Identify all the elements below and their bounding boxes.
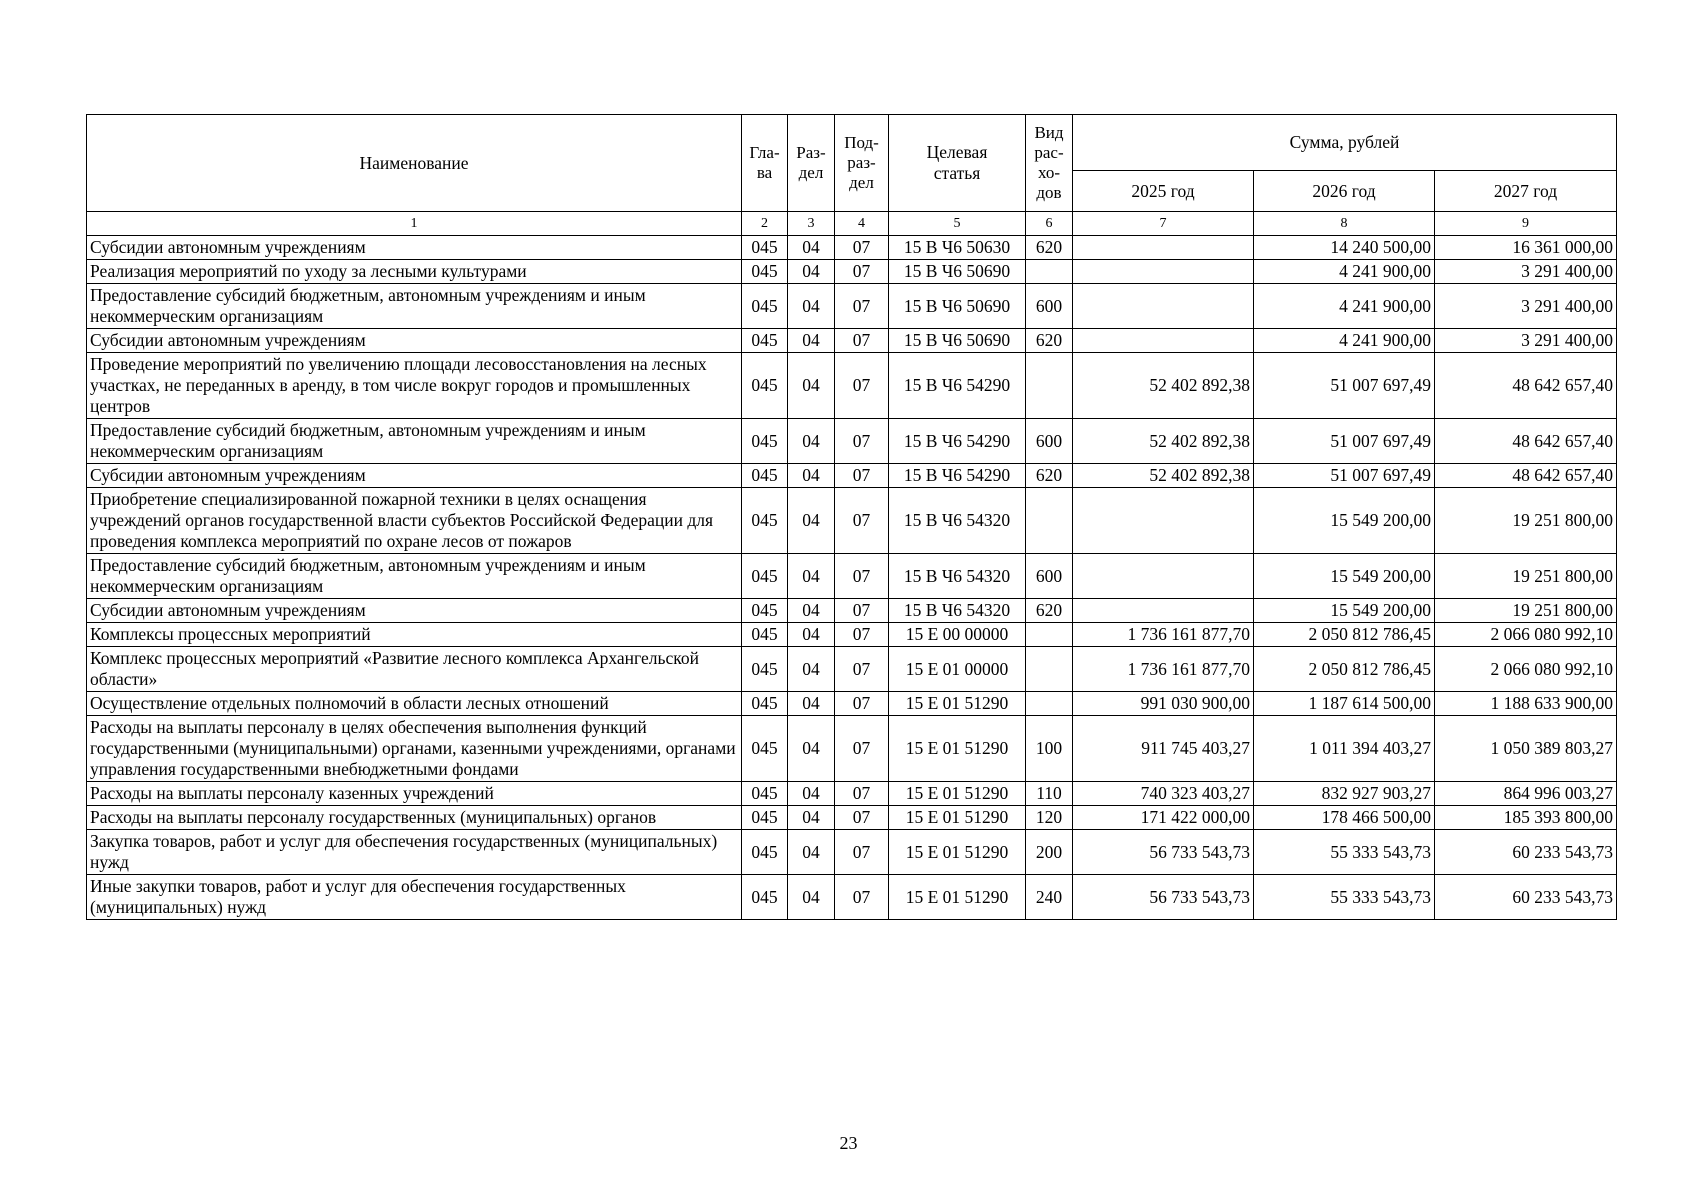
table-row bbox=[87, 464, 1617, 488]
row-sum-2027: 48 642 657,40 bbox=[1435, 419, 1617, 464]
row-podrazdel: 07 bbox=[835, 623, 889, 647]
row-glava: 045 bbox=[742, 284, 788, 329]
row-razdel: 04 bbox=[788, 419, 835, 464]
row-target: 15 В Ч6 50690 bbox=[889, 284, 1026, 329]
row-sum-2027: 3 291 400,00 bbox=[1435, 260, 1617, 284]
header-2025: 2025 год bbox=[1073, 171, 1254, 212]
table-body bbox=[87, 236, 1617, 920]
row-vid bbox=[1026, 488, 1073, 554]
row-target: 15 Е 00 00000 bbox=[889, 623, 1026, 647]
row-razdel: 04 bbox=[788, 488, 835, 554]
row-vid: 100 bbox=[1026, 716, 1073, 782]
row-sum-2027: 48 642 657,40 bbox=[1435, 353, 1617, 419]
table-row bbox=[87, 782, 1617, 806]
row-target: 15 В Ч6 54320 bbox=[889, 488, 1026, 554]
row-sum-2027: 19 251 800,00 bbox=[1435, 599, 1617, 623]
row-podrazdel: 07 bbox=[835, 284, 889, 329]
row-razdel: 04 bbox=[788, 692, 835, 716]
row-razdel: 04 bbox=[788, 623, 835, 647]
row-sum-2025: 52 402 892,38 bbox=[1073, 419, 1254, 464]
table-row bbox=[87, 488, 1617, 554]
row-sum-2027: 185 393 800,00 bbox=[1435, 806, 1617, 830]
header-glava: Гла- ва bbox=[742, 115, 788, 212]
row-vid bbox=[1026, 647, 1073, 692]
row-podrazdel: 07 bbox=[835, 830, 889, 875]
row-sum-2026: 4 241 900,00 bbox=[1254, 329, 1435, 353]
row-sum-2027: 1 050 389 803,27 bbox=[1435, 716, 1617, 782]
row-podrazdel: 07 bbox=[835, 329, 889, 353]
row-vid: 240 bbox=[1026, 875, 1073, 920]
row-name: Предоставление субсидий бюджетным, автономным учреждениям и иным некоммерческим организациям bbox=[87, 284, 742, 329]
row-vid: 620 bbox=[1026, 464, 1073, 488]
row-name: Закупка товаров, работ и услуг для обеспечения государственных (муниципальных) нужд bbox=[87, 830, 742, 875]
row-sum-2026: 832 927 903,27 bbox=[1254, 782, 1435, 806]
row-sum-2027: 1 188 633 900,00 bbox=[1435, 692, 1617, 716]
row-vid bbox=[1026, 623, 1073, 647]
row-sum-2026: 15 549 200,00 bbox=[1254, 554, 1435, 599]
row-sum-2025 bbox=[1073, 284, 1254, 329]
row-glava: 045 bbox=[742, 875, 788, 920]
row-sum-2027: 3 291 400,00 bbox=[1435, 284, 1617, 329]
row-podrazdel: 07 bbox=[835, 716, 889, 782]
row-podrazdel: 07 bbox=[835, 806, 889, 830]
row-sum-2026: 55 333 543,73 bbox=[1254, 830, 1435, 875]
table-row bbox=[87, 260, 1617, 284]
row-razdel: 04 bbox=[788, 554, 835, 599]
row-sum-2026: 2 050 812 786,45 bbox=[1254, 623, 1435, 647]
row-target: 15 В Ч6 50690 bbox=[889, 329, 1026, 353]
row-sum-2027: 864 996 003,27 bbox=[1435, 782, 1617, 806]
row-sum-2025 bbox=[1073, 236, 1254, 260]
row-sum-2026: 51 007 697,49 bbox=[1254, 464, 1435, 488]
budget-table bbox=[86, 114, 1617, 920]
table-row bbox=[87, 692, 1617, 716]
row-sum-2025 bbox=[1073, 599, 1254, 623]
row-sum-2026: 1 011 394 403,27 bbox=[1254, 716, 1435, 782]
row-name: Субсидии автономным учреждениям bbox=[87, 599, 742, 623]
row-glava: 045 bbox=[742, 329, 788, 353]
row-target: 15 Е 01 51290 bbox=[889, 692, 1026, 716]
table-row bbox=[87, 875, 1617, 920]
row-sum-2027: 3 291 400,00 bbox=[1435, 329, 1617, 353]
row-name: Реализация мероприятий по уходу за лесными культурами bbox=[87, 260, 742, 284]
row-sum-2025 bbox=[1073, 329, 1254, 353]
row-vid: 600 bbox=[1026, 419, 1073, 464]
row-sum-2025: 1 736 161 877,70 bbox=[1073, 647, 1254, 692]
row-vid: 620 bbox=[1026, 599, 1073, 623]
row-glava: 045 bbox=[742, 464, 788, 488]
row-vid: 600 bbox=[1026, 284, 1073, 329]
row-name: Осуществление отдельных полномочий в области лесных отношений bbox=[87, 692, 742, 716]
row-sum-2025: 52 402 892,38 bbox=[1073, 353, 1254, 419]
row-podrazdel: 07 bbox=[835, 488, 889, 554]
header-podrazdel: Под- раз- дел bbox=[835, 115, 889, 212]
row-name: Проведение мероприятий по увеличению площади лесовосстановления на лесных участках, не переданных в аренду, в том числе вокруг городов и промышленных центров bbox=[87, 353, 742, 419]
column-number: 3 bbox=[788, 212, 835, 236]
row-podrazdel: 07 bbox=[835, 236, 889, 260]
row-sum-2026: 4 241 900,00 bbox=[1254, 284, 1435, 329]
column-number: 8 bbox=[1254, 212, 1435, 236]
row-vid: 600 bbox=[1026, 554, 1073, 599]
row-podrazdel: 07 bbox=[835, 353, 889, 419]
row-sum-2026: 178 466 500,00 bbox=[1254, 806, 1435, 830]
row-sum-2026: 15 549 200,00 bbox=[1254, 599, 1435, 623]
row-podrazdel: 07 bbox=[835, 599, 889, 623]
row-target: 15 В Ч6 54290 bbox=[889, 353, 1026, 419]
row-name: Иные закупки товаров, работ и услуг для обеспечения государственных (муниципальных) нужд bbox=[87, 875, 742, 920]
row-name: Расходы на выплаты персоналу в целях обеспечения выполнения функций государственными (муниципальными) органами, казенными учреждениями, органами управления государственными внебюджетными фондами bbox=[87, 716, 742, 782]
row-podrazdel: 07 bbox=[835, 419, 889, 464]
row-name: Субсидии автономным учреждениям bbox=[87, 236, 742, 260]
row-podrazdel: 07 bbox=[835, 464, 889, 488]
row-sum-2026: 55 333 543,73 bbox=[1254, 875, 1435, 920]
row-sum-2025: 171 422 000,00 bbox=[1073, 806, 1254, 830]
header-vid: Вид рас- хо- дов bbox=[1026, 115, 1073, 212]
table-row bbox=[87, 554, 1617, 599]
row-target: 15 Е 01 51290 bbox=[889, 830, 1026, 875]
row-sum-2025 bbox=[1073, 554, 1254, 599]
row-sum-2027: 60 233 543,73 bbox=[1435, 830, 1617, 875]
row-vid: 620 bbox=[1026, 329, 1073, 353]
row-glava: 045 bbox=[742, 692, 788, 716]
row-target: 15 Е 01 51290 bbox=[889, 716, 1026, 782]
row-sum-2026: 2 050 812 786,45 bbox=[1254, 647, 1435, 692]
row-name: Расходы на выплаты персоналу казенных учреждений bbox=[87, 782, 742, 806]
row-glava: 045 bbox=[742, 782, 788, 806]
row-target: 15 Е 01 00000 bbox=[889, 647, 1026, 692]
row-glava: 045 bbox=[742, 647, 788, 692]
row-podrazdel: 07 bbox=[835, 875, 889, 920]
row-name: Комплекс процессных мероприятий «Развитие лесного комплекса Архангельской области» bbox=[87, 647, 742, 692]
row-glava: 045 bbox=[742, 353, 788, 419]
row-sum-2027: 2 066 080 992,10 bbox=[1435, 647, 1617, 692]
row-sum-2026: 4 241 900,00 bbox=[1254, 260, 1435, 284]
header-name: Наименование bbox=[87, 115, 742, 212]
row-glava: 045 bbox=[742, 488, 788, 554]
row-sum-2025 bbox=[1073, 488, 1254, 554]
row-razdel: 04 bbox=[788, 353, 835, 419]
column-number: 7 bbox=[1073, 212, 1254, 236]
row-glava: 045 bbox=[742, 716, 788, 782]
row-name: Приобретение специализированной пожарной техники в целях оснащения учреждений органов государственной власти субъектов Российской Федерации для проведения комплекса мероприятий по охране лесов от пожаров bbox=[87, 488, 742, 554]
row-razdel: 04 bbox=[788, 329, 835, 353]
table-row bbox=[87, 806, 1617, 830]
row-sum-2026: 14 240 500,00 bbox=[1254, 236, 1435, 260]
row-sum-2026: 1 187 614 500,00 bbox=[1254, 692, 1435, 716]
row-razdel: 04 bbox=[788, 284, 835, 329]
row-sum-2025: 911 745 403,27 bbox=[1073, 716, 1254, 782]
row-sum-2027: 2 066 080 992,10 bbox=[1435, 623, 1617, 647]
row-glava: 045 bbox=[742, 806, 788, 830]
table-row bbox=[87, 599, 1617, 623]
row-vid bbox=[1026, 353, 1073, 419]
table-row bbox=[87, 284, 1617, 329]
table-row bbox=[87, 236, 1617, 260]
row-sum-2025: 740 323 403,27 bbox=[1073, 782, 1254, 806]
row-razdel: 04 bbox=[788, 260, 835, 284]
row-sum-2027: 16 361 000,00 bbox=[1435, 236, 1617, 260]
row-target: 15 В Ч6 50690 bbox=[889, 260, 1026, 284]
table-row bbox=[87, 716, 1617, 782]
header-2026: 2026 год bbox=[1254, 171, 1435, 212]
row-podrazdel: 07 bbox=[835, 692, 889, 716]
row-razdel: 04 bbox=[788, 716, 835, 782]
row-podrazdel: 07 bbox=[835, 782, 889, 806]
row-sum-2026: 15 549 200,00 bbox=[1254, 488, 1435, 554]
row-name: Предоставление субсидий бюджетным, автономным учреждениям и иным некоммерческим организациям bbox=[87, 554, 742, 599]
column-number: 4 bbox=[835, 212, 889, 236]
row-razdel: 04 bbox=[788, 806, 835, 830]
row-glava: 045 bbox=[742, 830, 788, 875]
row-target: 15 В Ч6 50630 bbox=[889, 236, 1026, 260]
row-sum-2025: 991 030 900,00 bbox=[1073, 692, 1254, 716]
row-glava: 045 bbox=[742, 599, 788, 623]
header-target: Целевая статья bbox=[889, 115, 1026, 212]
row-glava: 045 bbox=[742, 623, 788, 647]
table-row bbox=[87, 329, 1617, 353]
row-sum-2025: 56 733 543,73 bbox=[1073, 875, 1254, 920]
row-podrazdel: 07 bbox=[835, 554, 889, 599]
column-number: 2 bbox=[742, 212, 788, 236]
row-target: 15 В Ч6 54320 bbox=[889, 554, 1026, 599]
row-razdel: 04 bbox=[788, 830, 835, 875]
row-name: Субсидии автономным учреждениям bbox=[87, 329, 742, 353]
header-sum: Сумма, рублей bbox=[1073, 115, 1617, 171]
column-number: 1 bbox=[87, 212, 742, 236]
row-sum-2025 bbox=[1073, 260, 1254, 284]
row-vid bbox=[1026, 692, 1073, 716]
row-glava: 045 bbox=[742, 260, 788, 284]
row-sum-2027: 48 642 657,40 bbox=[1435, 464, 1617, 488]
row-razdel: 04 bbox=[788, 782, 835, 806]
table-row bbox=[87, 830, 1617, 875]
table-row bbox=[87, 647, 1617, 692]
column-number: 5 bbox=[889, 212, 1026, 236]
row-sum-2025: 56 733 543,73 bbox=[1073, 830, 1254, 875]
row-target: 15 В Ч6 54320 bbox=[889, 599, 1026, 623]
row-sum-2025: 52 402 892,38 bbox=[1073, 464, 1254, 488]
header-razdel: Раз- дел bbox=[788, 115, 835, 212]
row-vid: 620 bbox=[1026, 236, 1073, 260]
row-name: Предоставление субсидий бюджетным, автономным учреждениям и иным некоммерческим организациям bbox=[87, 419, 742, 464]
row-vid: 110 bbox=[1026, 782, 1073, 806]
row-vid: 120 bbox=[1026, 806, 1073, 830]
row-name: Комплексы процессных мероприятий bbox=[87, 623, 742, 647]
row-sum-2027: 19 251 800,00 bbox=[1435, 554, 1617, 599]
page-number: 23 bbox=[839, 1133, 858, 1153]
row-glava: 045 bbox=[742, 554, 788, 599]
row-name: Расходы на выплаты персоналу государственных (муниципальных) органов bbox=[87, 806, 742, 830]
column-number: 6 bbox=[1026, 212, 1073, 236]
row-target: 15 В Ч6 54290 bbox=[889, 419, 1026, 464]
column-numbers-row bbox=[87, 212, 1617, 236]
row-glava: 045 bbox=[742, 419, 788, 464]
row-target: 15 В Ч6 54290 bbox=[889, 464, 1026, 488]
row-razdel: 04 bbox=[788, 599, 835, 623]
row-sum-2025: 1 736 161 877,70 bbox=[1073, 623, 1254, 647]
row-sum-2027: 19 251 800,00 bbox=[1435, 488, 1617, 554]
row-glava: 045 bbox=[742, 236, 788, 260]
row-vid: 200 bbox=[1026, 830, 1073, 875]
row-razdel: 04 bbox=[788, 464, 835, 488]
row-target: 15 Е 01 51290 bbox=[889, 806, 1026, 830]
row-name: Субсидии автономным учреждениям bbox=[87, 464, 742, 488]
row-razdel: 04 bbox=[788, 647, 835, 692]
row-podrazdel: 07 bbox=[835, 260, 889, 284]
row-target: 15 Е 01 51290 bbox=[889, 782, 1026, 806]
header-2027: 2027 год bbox=[1435, 171, 1617, 212]
row-target: 15 Е 01 51290 bbox=[889, 875, 1026, 920]
row-podrazdel: 07 bbox=[835, 647, 889, 692]
table-row bbox=[87, 419, 1617, 464]
row-sum-2026: 51 007 697,49 bbox=[1254, 419, 1435, 464]
table-row bbox=[87, 623, 1617, 647]
row-razdel: 04 bbox=[788, 236, 835, 260]
row-vid bbox=[1026, 260, 1073, 284]
row-sum-2026: 51 007 697,49 bbox=[1254, 353, 1435, 419]
row-sum-2027: 60 233 543,73 bbox=[1435, 875, 1617, 920]
table-row bbox=[87, 353, 1617, 419]
column-number: 9 bbox=[1435, 212, 1617, 236]
row-razdel: 04 bbox=[788, 875, 835, 920]
